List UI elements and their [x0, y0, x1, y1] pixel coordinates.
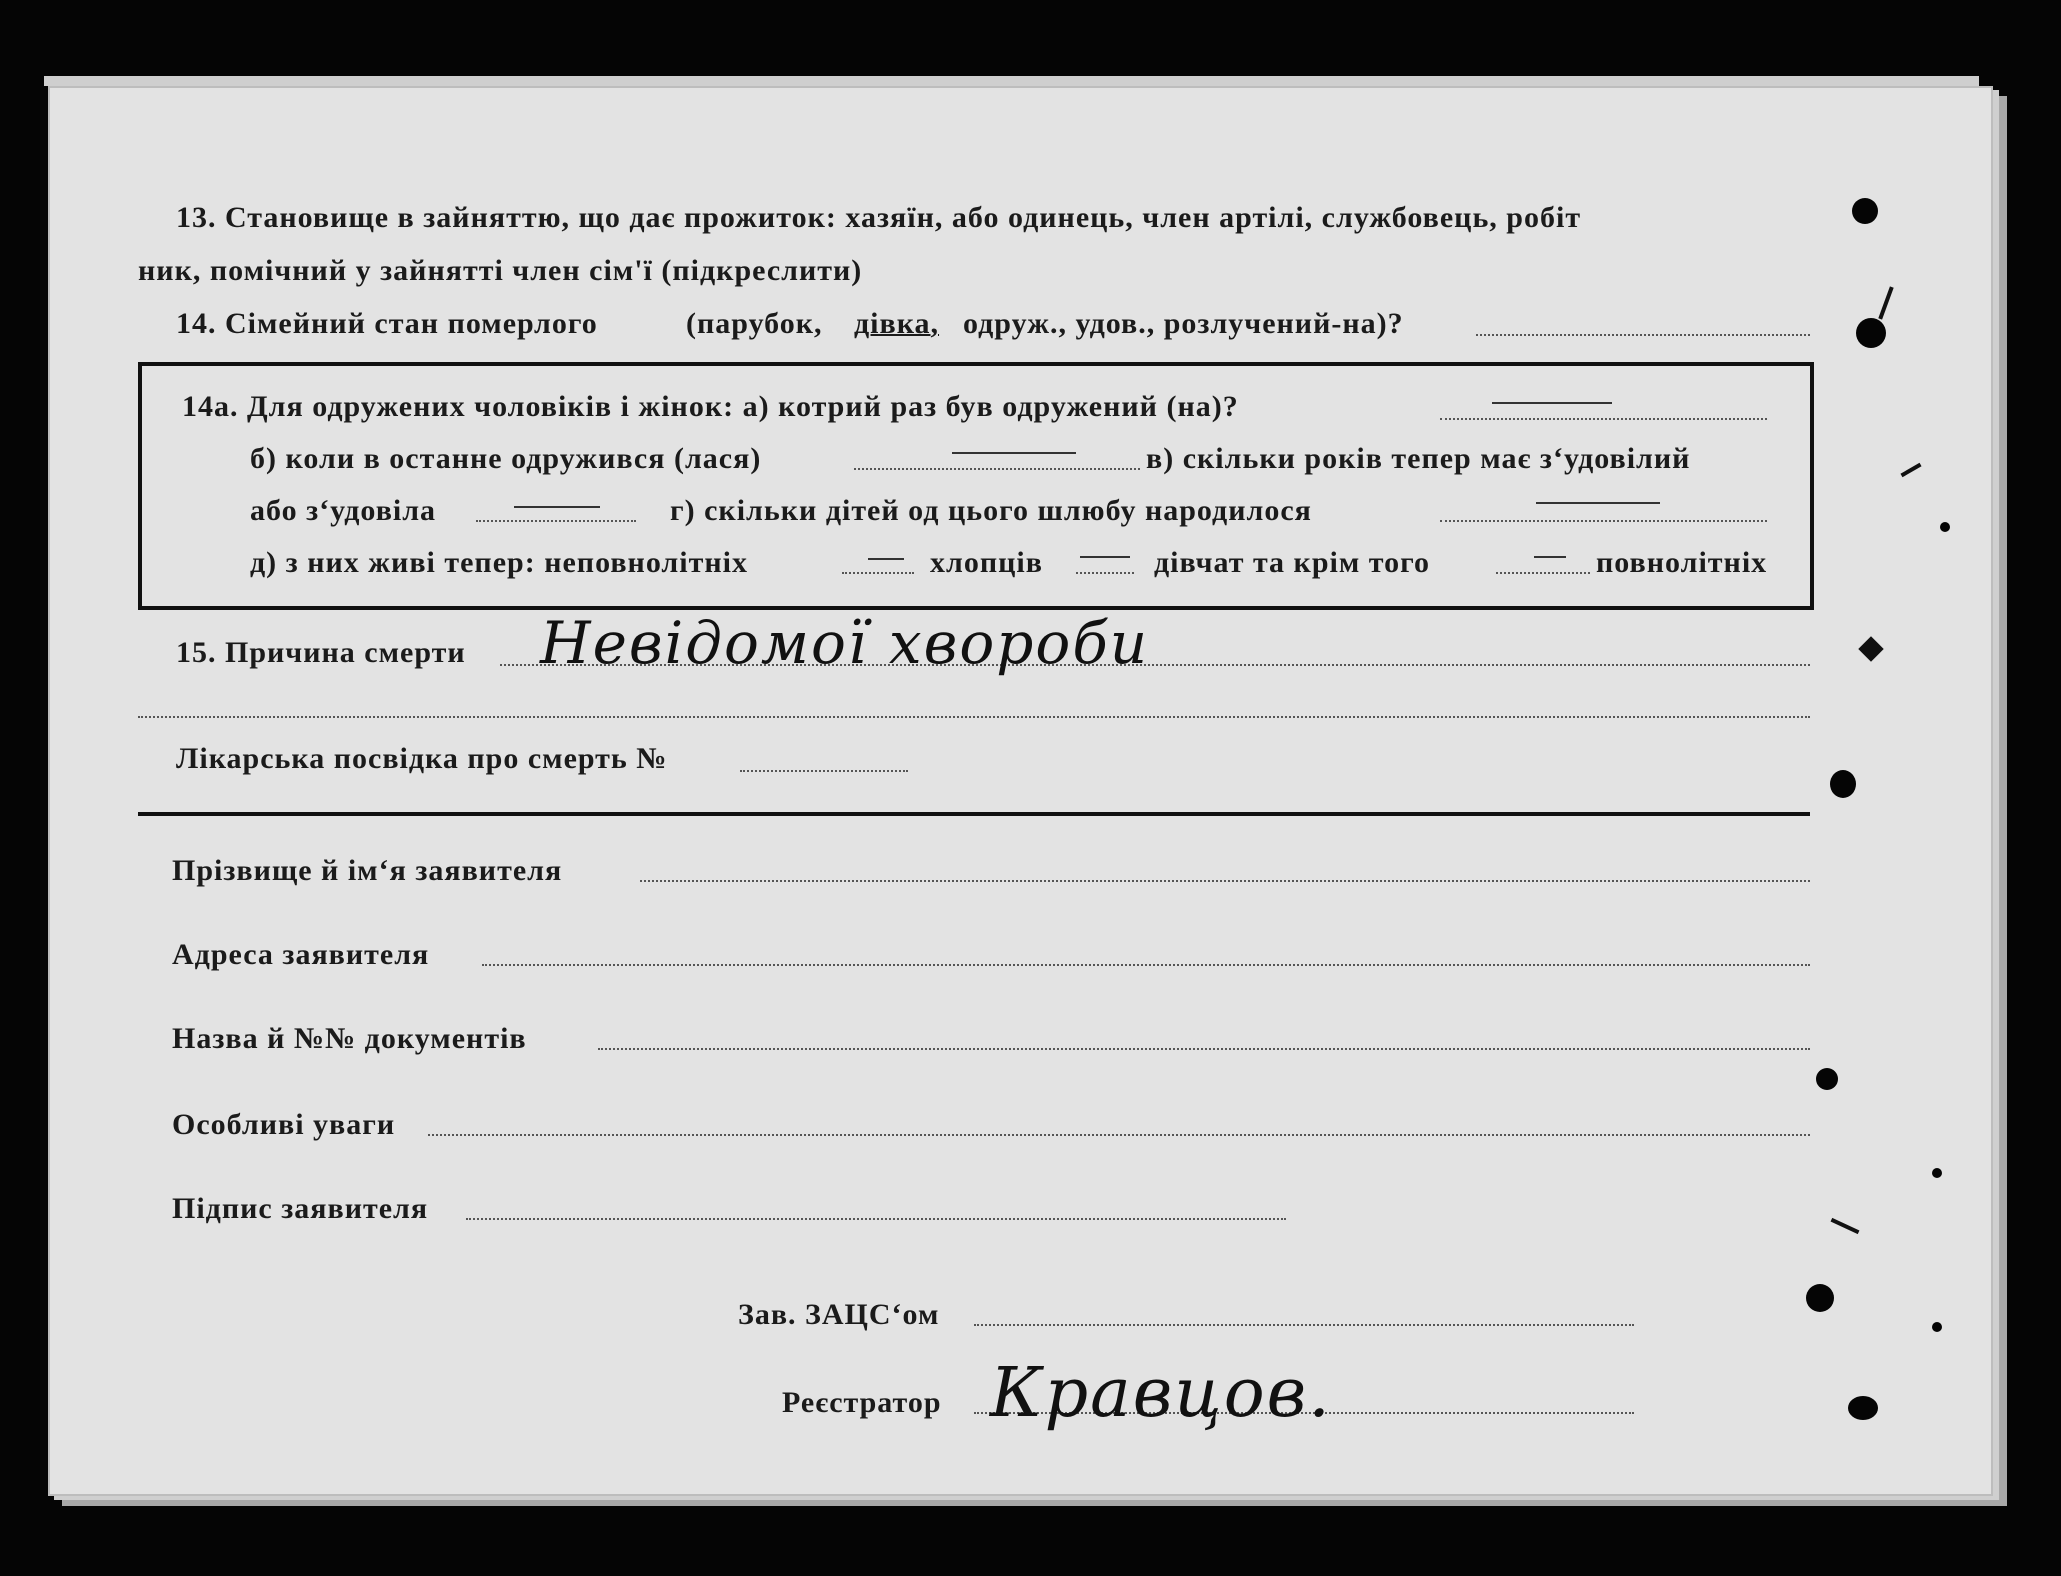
q14a-line4c-dash	[1534, 556, 1566, 558]
page-edge	[44, 76, 1979, 86]
q15-handwritten-answer: Невідомої хвороби	[540, 609, 1150, 677]
q15-second-line	[138, 716, 1810, 718]
q14a-line4a: д) з них живі тепер: неповнолітніх	[250, 546, 748, 579]
q14a-line4a-fill	[842, 572, 914, 574]
applicant-signature-label: Підпис заявителя	[172, 1192, 429, 1225]
q14a-line1-dash	[1492, 402, 1612, 404]
q14a-line4c: дівчат та крім того	[1154, 546, 1431, 579]
binding-hole	[1852, 198, 1878, 224]
q14a-line4b: хлопців	[930, 546, 1043, 579]
q14a-line3b: г) скільки дітей од цього шлюбу народилося	[670, 494, 1312, 527]
special-notes-label: Особливі уваги	[172, 1108, 396, 1141]
q14a-line4c-fill	[1496, 572, 1590, 574]
special-notes-fill	[428, 1134, 1810, 1136]
margin-dot	[1932, 1168, 1942, 1178]
head-zags-fill	[974, 1324, 1634, 1326]
document-page	[48, 86, 1993, 1496]
medical-certificate-label: Лікарська посвідка про смерть №	[176, 742, 668, 775]
q14-label: 14. Сімейний стан померлого	[176, 307, 598, 340]
q14a-line2-fill	[854, 468, 1140, 470]
q14a-line3b-dash	[1536, 502, 1660, 504]
applicant-address-fill	[482, 964, 1810, 966]
section-divider	[138, 812, 1810, 816]
binding-hole	[1848, 1396, 1878, 1420]
margin-dot	[1940, 522, 1950, 532]
documents-label: Назва й №№ документів	[172, 1022, 527, 1055]
q14a-line3a: або з‘удовіла	[250, 494, 437, 527]
applicant-name-fill	[640, 880, 1810, 882]
head-zags-label: Зав. ЗАЦС‘ом	[738, 1298, 940, 1331]
medical-certificate-fill	[740, 770, 908, 772]
q13-text-line1: 13. Становище в зайняттю, що дає прожиток: хазяїн, або одинець, член артілі, службовець, робіт	[176, 201, 1582, 234]
q14a-line2b: в) скільки років тепер має з‘удовілий	[1146, 442, 1691, 475]
applicant-name-label: Прізвище й ім‘я заявителя	[172, 854, 563, 887]
q14-option-group-a: (парубок,	[686, 307, 823, 340]
registrar-label: Реєстратор	[782, 1386, 942, 1419]
q13-text-line2: ник, помічний у зайнятті член сім'ї (підкреслити)	[138, 254, 863, 287]
binding-hole	[1856, 318, 1886, 348]
registrar-signature: Кравцов.	[990, 1354, 1332, 1433]
q14a-line2-dash	[952, 452, 1076, 454]
binding-hole	[1816, 1068, 1838, 1090]
q14a-line3b-fill	[1440, 520, 1767, 522]
q14-option-group-b: одруж., удов., розлучений-на)?	[963, 307, 1404, 340]
q15-label: 15. Причина смерти	[176, 636, 466, 669]
q14a-line4a-dash	[868, 558, 904, 560]
q14a-line4b-fill	[1076, 572, 1134, 574]
q14a-line4b-dash	[1080, 556, 1130, 558]
q14a-line1: 14а. Для одружених чоловіків і жінок: а) котрий раз був одружений (на)?	[182, 390, 1239, 423]
applicant-address-label: Адреса заявителя	[172, 938, 430, 971]
q14a-line2a: б) коли в останне одружився (лася)	[250, 442, 762, 475]
margin-dot	[1932, 1322, 1942, 1332]
q14a-line1-fill	[1440, 418, 1767, 420]
q14a-line4d: повнолітніх	[1596, 546, 1768, 579]
q14-option-selected: дівка,	[854, 307, 940, 340]
binding-hole	[1806, 1284, 1834, 1312]
q14a-line3a-dash	[514, 506, 600, 508]
binding-hole	[1830, 770, 1856, 798]
q14a-line3a-fill	[476, 520, 636, 522]
applicant-signature-fill	[466, 1218, 1286, 1220]
q14-fill-line	[1476, 334, 1810, 336]
documents-fill	[598, 1048, 1810, 1050]
